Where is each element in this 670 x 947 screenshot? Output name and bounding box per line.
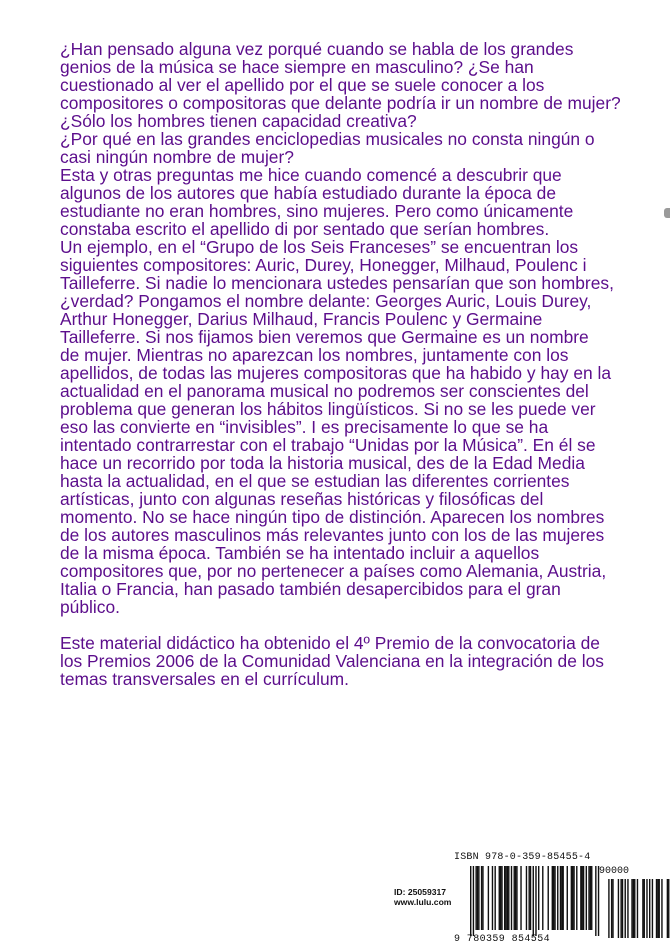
- barcode-bar: [659, 879, 660, 938]
- barcode-bar: [572, 866, 573, 930]
- barcode-bar: [530, 866, 531, 930]
- barcode-bar: [508, 866, 509, 930]
- barcode-bar: [595, 866, 596, 936]
- barcode-bar: [586, 866, 587, 930]
- barcode-area: [454, 852, 670, 947]
- barcode-bar: [667, 879, 668, 938]
- barcode-bar: [625, 879, 626, 938]
- barcode-bar: [571, 866, 572, 930]
- barcode-bar: [622, 879, 623, 938]
- barcode-bar: [533, 866, 534, 936]
- barcode-bar: [552, 866, 553, 930]
- barcode-bar: [611, 879, 612, 938]
- price-code: 90000: [599, 866, 630, 877]
- barcode-bar: [573, 866, 574, 930]
- publisher-id: ID: 25059317: [394, 887, 447, 897]
- barcode-bar: [560, 866, 561, 930]
- barcode-bar: [562, 866, 563, 930]
- barcode-bar: [612, 879, 613, 938]
- barcode-bar: [649, 879, 650, 938]
- barcode-bar: [482, 866, 483, 930]
- barcode-bar: [478, 866, 479, 930]
- publisher-stamp: [394, 887, 451, 907]
- barcode-bar: [511, 866, 512, 930]
- blurb-paragraph: ¿Han pensado alguna vez porqué cuando se habla de los grandes genios de la música se hace siempre en masculino? ¿Se han cuestionado al ver el apellido por el que se suele conocer a los compositores o compositoras que delante podría ir un nombre de mujer? ¿Sólo los hombres tienen capacidad creativa? ¿Por qué en las grandes enciclopedias musicales no consta ningún o casi ningún nombre de mujer? Esta y otras preguntas me hice cuando comencé a descubrir que algunos de los autores que había estudiado durante la época de estudiante no eran hombres, sino mujeres. Pero como únicamente constaba escrito el apellido di por sentado que serían hombres. Un ejemplo, en el “Grupo de los Seis Franceses” se encuentran los siguientes compositores: Auric, Durey, Honegger, Milhaud, Poulenc i Tailleferre. Si nadie lo mencionara ustedes pensarían que son hombres, ¿verdad? Pongamos el nombre delante: Georges Auric, Louis Durey, Arthur Honegger, Darius Milhaud, Francis Poulenc y Germaine Tailleferre. Si nos fijamos bien veremos que Germaine es un nombre de mujer. Mientras no aparezcan los nombres, juntamente con los apellidos, de todas las mujeres compositoras que ha habido y hay en la actualidad en el panorama musical no podremos ser conscientes del problema que generan los hábitos lingüísticos. Si no se les puede ver eso las convierte en “invisibles”. I es precisamente lo que se ha intentado contrarrestar con el trabajo “Unidas por la Música”. En él se hace un recorrido por toda la historia musical, des de la Edad Media hasta la actualidad, en el que se estudian las diferentes corrientes artísticas, junto con algunas reseñas históricas y filosóficas del momento. No se hace ningún tipo de distinción. Aparecen los nombres de los autores masculinos más relevantes junto con los de las mujeres de la misma época. También se ha intentado incluir a aquellos compositores que, por no pertenecer a países como Alemania, Austria, Italia o Francia, han pasado también desapercibidos para el gran público.: [60, 39, 621, 617]
- barcode-bar: [608, 879, 609, 938]
- barcode-bar: [631, 879, 632, 938]
- barcode-bar: [668, 879, 669, 938]
- barcode-bar: [576, 866, 577, 930]
- barcode-bar: [567, 866, 568, 930]
- barcode-bar: [507, 866, 508, 930]
- barcode-bar: [627, 879, 628, 938]
- barcode-bar: [526, 866, 527, 930]
- barcode-bar: [561, 866, 562, 930]
- barcode-bar: [642, 879, 643, 938]
- barcode-bar: [470, 866, 471, 936]
- barcode-bar: [553, 866, 554, 930]
- barcode-bar: [657, 879, 658, 938]
- barcode-bar: [500, 866, 501, 930]
- back-cover-blurb: [60, 40, 665, 688]
- barcode-bar: [477, 866, 478, 930]
- barcode-bar: [644, 879, 645, 938]
- barcode-bar: [504, 866, 505, 930]
- barcode-bar: [499, 866, 500, 930]
- barcode-bar: [580, 866, 581, 930]
- barcode-bar: [488, 866, 489, 930]
- ean-digits: 9 780359 854554: [454, 934, 551, 945]
- barcode-bar: [557, 866, 558, 930]
- barcode-graphic: [454, 852, 670, 947]
- barcode-bar: [520, 866, 521, 930]
- barcode-bar: [634, 879, 635, 938]
- award-paragraph: Este material didáctico ha obtenido el 4º Premio de la convocatoria de los Premios 2006 de la Comunidad Valenciana en la integración de los temas transversales en el currículum.: [60, 633, 604, 689]
- edge-mark: [664, 208, 670, 218]
- barcode-bar: [548, 866, 549, 930]
- barcode-bar: [514, 866, 515, 930]
- barcode-bar: [492, 866, 493, 930]
- barcode-bar: [591, 866, 592, 930]
- barcode-bar: [590, 866, 591, 930]
- barcode-bar: [473, 866, 474, 936]
- barcode-bar: [661, 879, 662, 938]
- barcode-bar: [501, 866, 502, 930]
- barcode-bar: [583, 866, 584, 930]
- barcode-bar: [646, 879, 647, 938]
- barcode-bar: [618, 879, 619, 938]
- publisher-site: www.lulu.com: [394, 897, 452, 907]
- barcode-bar: [494, 866, 495, 930]
- barcode-bar: [554, 866, 555, 930]
- barcode-bar: [516, 866, 517, 930]
- barcode-bar: [542, 866, 543, 930]
- barcode-bar: [652, 879, 653, 938]
- barcode-bar: [588, 866, 589, 930]
- barcode-bar: [475, 866, 476, 930]
- barcode-bar: [505, 866, 506, 930]
- barcode-bar: [656, 879, 657, 938]
- barcode-bar: [620, 879, 621, 938]
- barcode-bar: [582, 866, 583, 930]
- barcode-bar: [535, 866, 536, 936]
- barcode-bar: [528, 866, 529, 930]
- barcode-bar: [481, 866, 482, 930]
- barcode-bar: [633, 879, 634, 938]
- barcode-bar: [515, 866, 516, 930]
- barcode-bar: [538, 866, 539, 930]
- barcode-bar: [637, 879, 638, 938]
- isbn-label: ISBN 978-0-359-85455-4: [454, 852, 591, 863]
